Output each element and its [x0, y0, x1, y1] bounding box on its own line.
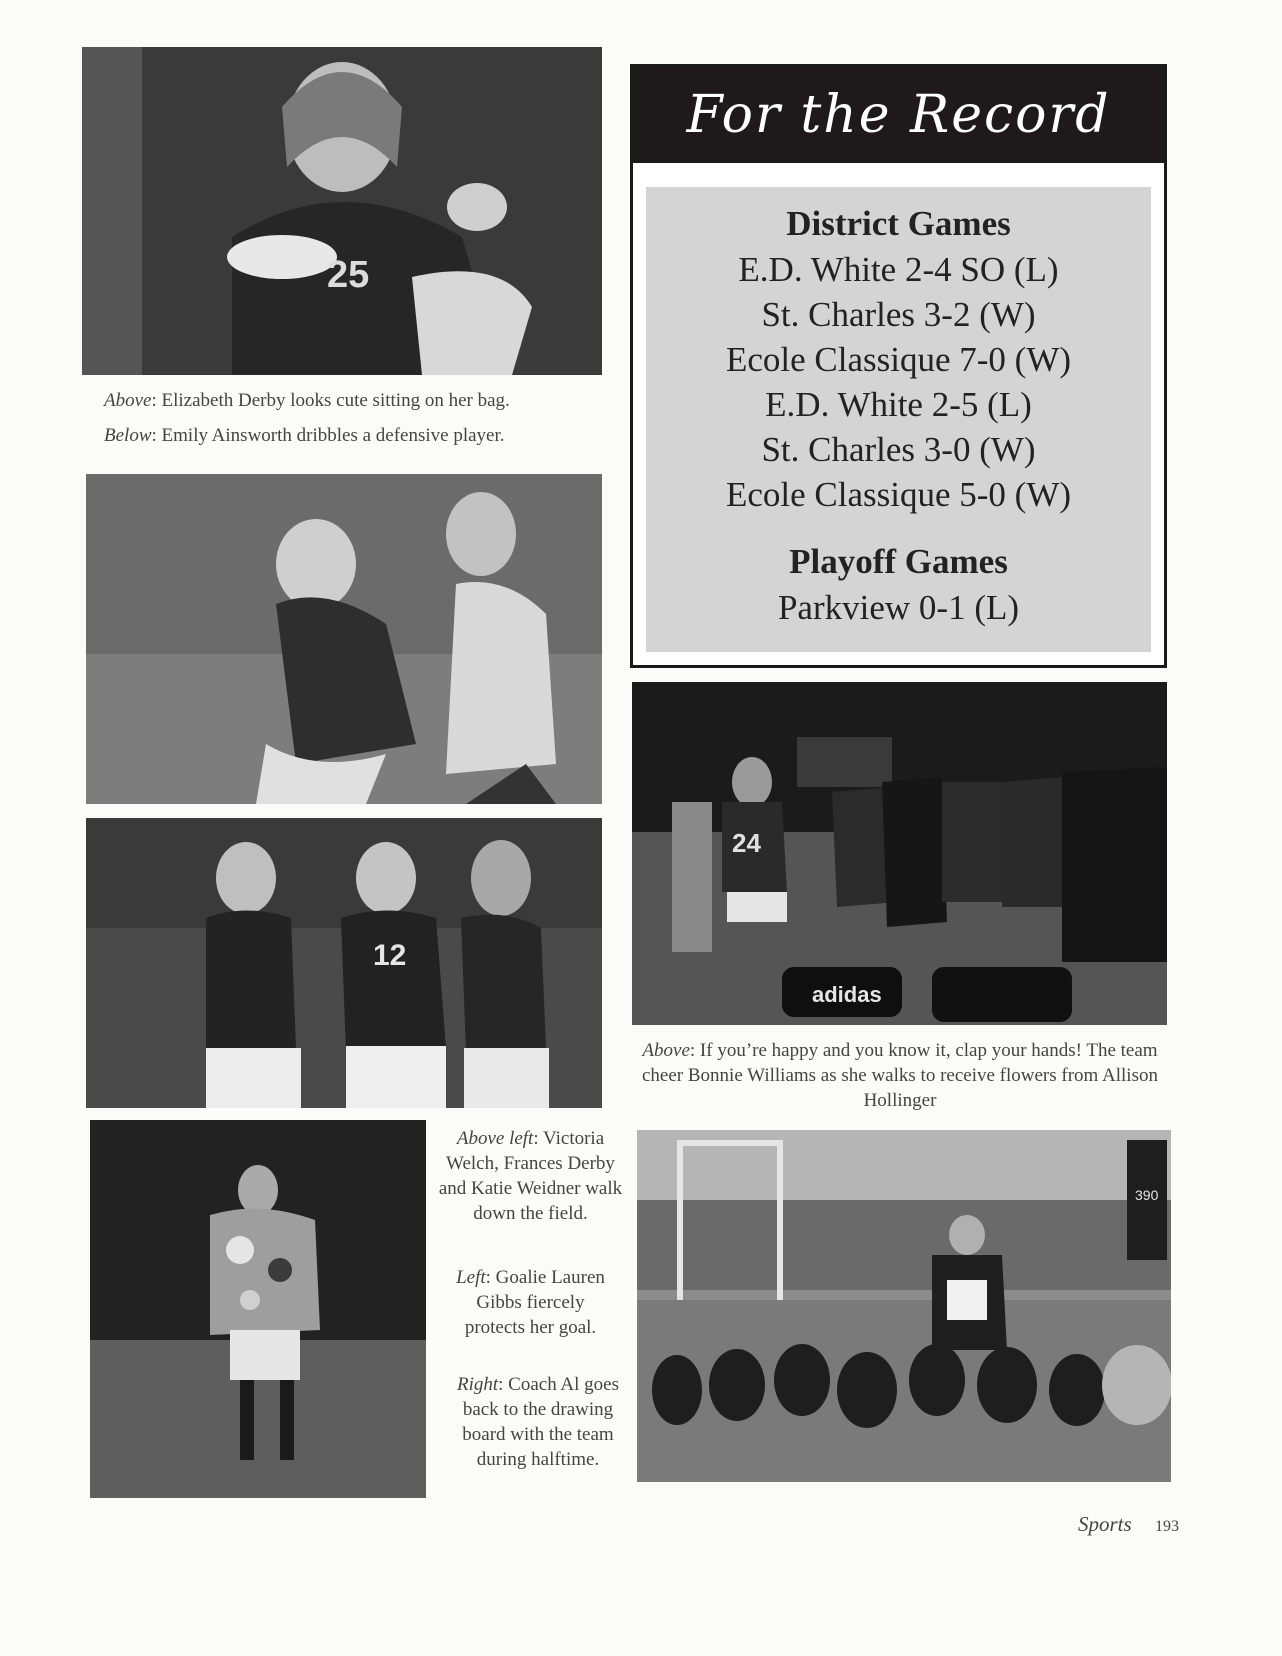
photo-team-clapping	[632, 682, 1167, 1025]
caption-below	[104, 423, 624, 448]
folio-section: Sports	[1078, 1512, 1132, 1536]
record-results-panel	[646, 187, 1151, 652]
district-game-result: E.D. White 2-4 SO (L)	[738, 250, 1059, 289]
photo-derby-on-bag	[82, 47, 602, 375]
jersey-number-25: 25	[327, 254, 370, 296]
district-games-heading: District Games	[786, 204, 1011, 243]
record-title: For the Record	[686, 85, 1111, 145]
caption-below-text: : Emily Ainsworth dribbles a defensive player.	[151, 425, 505, 446]
district-game-result: St. Charles 3-2 (W)	[761, 295, 1036, 334]
jersey-number-12: 12	[373, 939, 407, 972]
caption-top	[104, 388, 624, 448]
caption-above-left-text: : Victoria Welch, Frances Derby and Katie Weidner walk down the field.	[438, 1128, 623, 1224]
playoff-games-heading: Playoff Games	[789, 542, 1008, 581]
caption-above-left	[438, 1126, 623, 1226]
district-game-result: E.D. White 2-5 (L)	[765, 385, 1032, 424]
for-the-record-box	[630, 64, 1167, 668]
district-games-list	[646, 247, 1151, 517]
photo-team-clapping-image	[632, 682, 1167, 1025]
jersey-number-24: 24	[732, 828, 761, 858]
caption-left	[448, 1265, 613, 1340]
photo-three-players-walking-image	[86, 818, 602, 1108]
photo-derby-on-bag-image	[82, 47, 602, 375]
page-folio	[1078, 1512, 1179, 1537]
caption-clap-label: Above	[642, 1040, 690, 1061]
photo-goalie-gibbs-image	[90, 1120, 426, 1498]
district-game-result: St. Charles 3-0 (W)	[761, 430, 1036, 469]
caption-right-text: : Coach Al goes back to the drawing board with the team during halftime.	[462, 1374, 620, 1470]
caption-above-left-label: Above left	[456, 1128, 534, 1149]
bag-brand-label: adidas	[812, 982, 882, 1007]
caption-above-text: : Elizabeth Derby looks cute sitting on her bag.	[151, 390, 510, 411]
caption-clap	[640, 1038, 1160, 1113]
caption-left-text: : Goalie Lauren Gibbs fiercely protects her goal.	[464, 1267, 605, 1338]
district-game-result: Ecole Classique 7-0 (W)	[725, 340, 1072, 379]
caption-below-label: Below	[104, 425, 152, 446]
photo-goalie-gibbs	[90, 1120, 426, 1498]
photo-coach-halftime	[637, 1130, 1171, 1482]
district-game-result: Ecole Classique 5-0 (W)	[725, 475, 1072, 514]
folio-page-number: 193	[1154, 1518, 1179, 1535]
fence-number: 390	[1135, 1187, 1159, 1203]
caption-above	[104, 388, 624, 413]
caption-left-label: Left	[456, 1267, 486, 1288]
photo-ainsworth-dribbling-image	[86, 474, 602, 804]
caption-clap-text: : If you’re happy and you know it, clap your hands! The team cheer Bonnie Williams as she walks to receive flowers from Allison Hollinger	[642, 1040, 1158, 1111]
caption-above-label: Above	[104, 390, 152, 411]
record-header	[633, 67, 1164, 163]
photo-three-players-walking	[86, 818, 602, 1108]
playoff-games-list	[646, 585, 1151, 630]
photo-coach-halftime-image	[637, 1130, 1171, 1482]
caption-right-label: Right	[456, 1374, 499, 1395]
playoff-game-result: Parkview 0-1 (L)	[777, 588, 1020, 627]
caption-right	[448, 1372, 628, 1472]
photo-ainsworth-dribbling	[86, 474, 602, 804]
